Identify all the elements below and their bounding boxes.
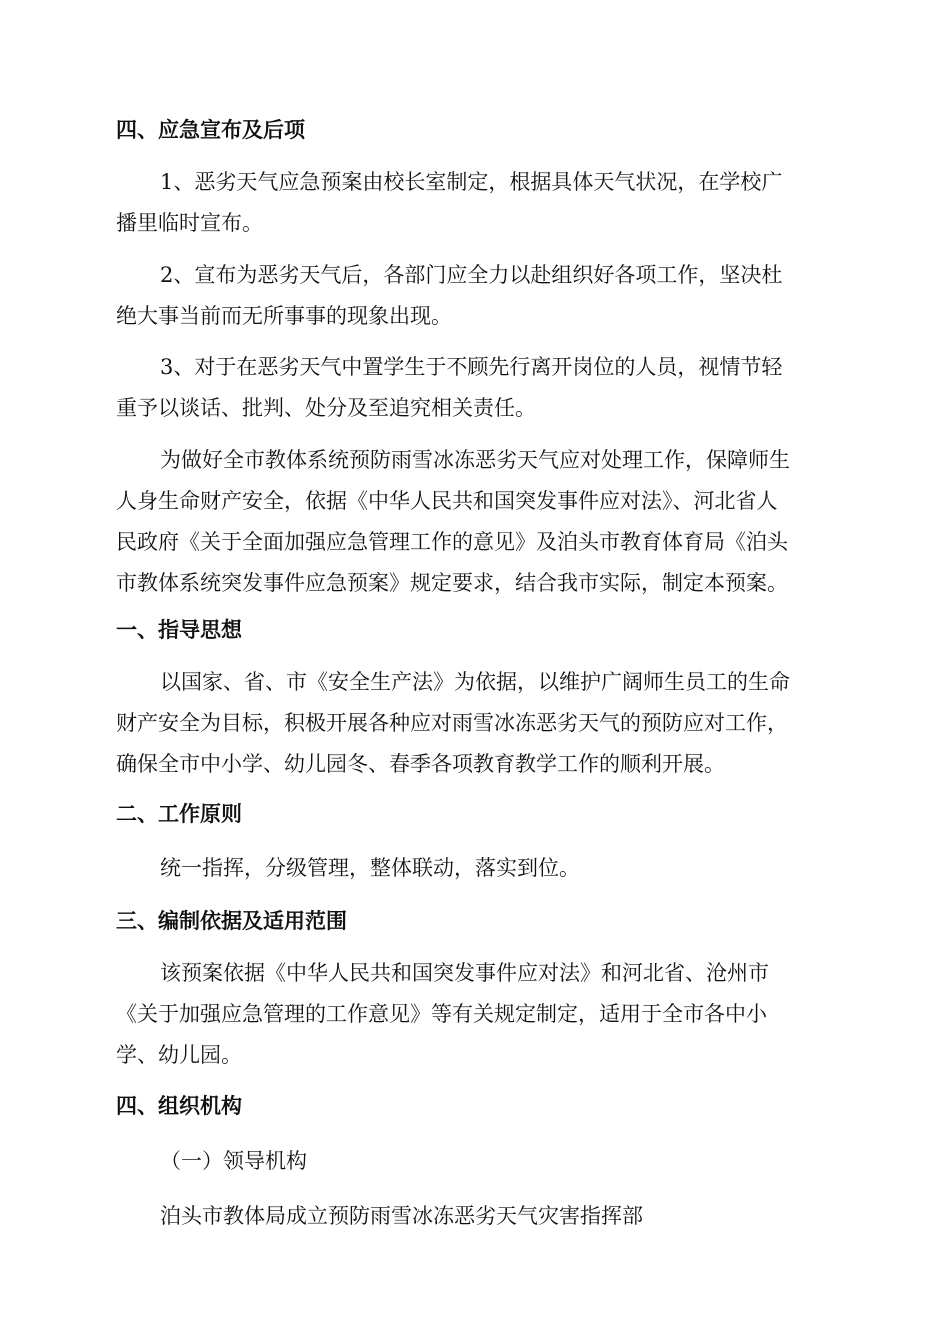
- paragraph-item-3: [116, 347, 836, 429]
- paragraph-line: 市教体系统突发事件应急预案》规定要求，结合我市实际，制定本预案。: [116, 571, 788, 595]
- section-heading-work-principles: 二、工作原则: [116, 802, 242, 826]
- paragraph-line: 民政府《关于全面加强应急管理工作的意见》及泊头市教育体育局《泊头: [116, 530, 788, 554]
- paragraph-basis-scope: [116, 953, 836, 1076]
- paragraph-item-2: [116, 255, 836, 337]
- paragraph-line: 3、对于在恶劣天气中置学生于不顾先行离开岗位的人员，视情节轻: [160, 355, 783, 379]
- section-heading-organization: 四、组织机构: [116, 1094, 242, 1118]
- paragraph-line: 为做好全市教体系统预防雨雪冰冻恶劣天气应对处理工作，保障师生: [160, 448, 790, 472]
- paragraph-line: 绝大事当前而无所事事的现象出现。: [116, 304, 452, 328]
- paragraph-line: 学、幼儿园。: [116, 1043, 242, 1067]
- paragraph-line: 《关于加强应急管理的工作意见》等有关规定制定，适用于全市各中小: [116, 1002, 767, 1026]
- paragraph-line: 1、恶劣天气应急预案由校长室制定，根据具体天气状况，在学校广: [160, 170, 783, 194]
- paragraph-work-principles: 统一指挥，分级管理，整体联动，落实到位。: [160, 856, 580, 880]
- paragraph-item-1: [116, 162, 836, 244]
- paragraph-leadership: 泊头市教体局成立预防雨雪冰冻恶劣天气灾害指挥部: [160, 1204, 643, 1228]
- subheading-leadership: （一）领导机构: [160, 1149, 307, 1173]
- paragraph-line: 确保全市中小学、幼儿园冬、春季各项教育教学工作的顺利开展。: [116, 752, 725, 776]
- paragraph-line: 以国家、省、市《安全生产法》为依据，以维护广阔师生员工的生命: [160, 670, 790, 694]
- paragraph-line: 该预案依据《中华人民共和国突发事件应对法》和河北省、沧州市: [160, 961, 769, 985]
- paragraph-line: 财产安全为目标，积极开展各种应对雨雪冰冻恶劣天气的预防应对工作，: [116, 711, 788, 735]
- paragraph-line: 播里临时宣布。: [116, 211, 263, 235]
- section-heading-basis-scope: 三、编制依据及适用范围: [116, 909, 347, 933]
- section-heading-guiding-ideology: 一、指导思想: [116, 618, 242, 642]
- paragraph-line: 人身生命财产安全，依据《中华人民共和国突发事件应对法》、河北省人: [116, 489, 778, 513]
- paragraph-intro: [116, 440, 836, 604]
- paragraph-line: 重予以谈话、批判、处分及至追究相关责任。: [116, 396, 536, 420]
- paragraph-line: 2、宣布为恶劣天气后，各部门应全力以赴组织好各项工作，坚决杜: [160, 263, 783, 287]
- section-heading-emergency-announcement: 四、应急宣布及后项: [116, 118, 305, 142]
- paragraph-guiding-ideology: [116, 662, 836, 785]
